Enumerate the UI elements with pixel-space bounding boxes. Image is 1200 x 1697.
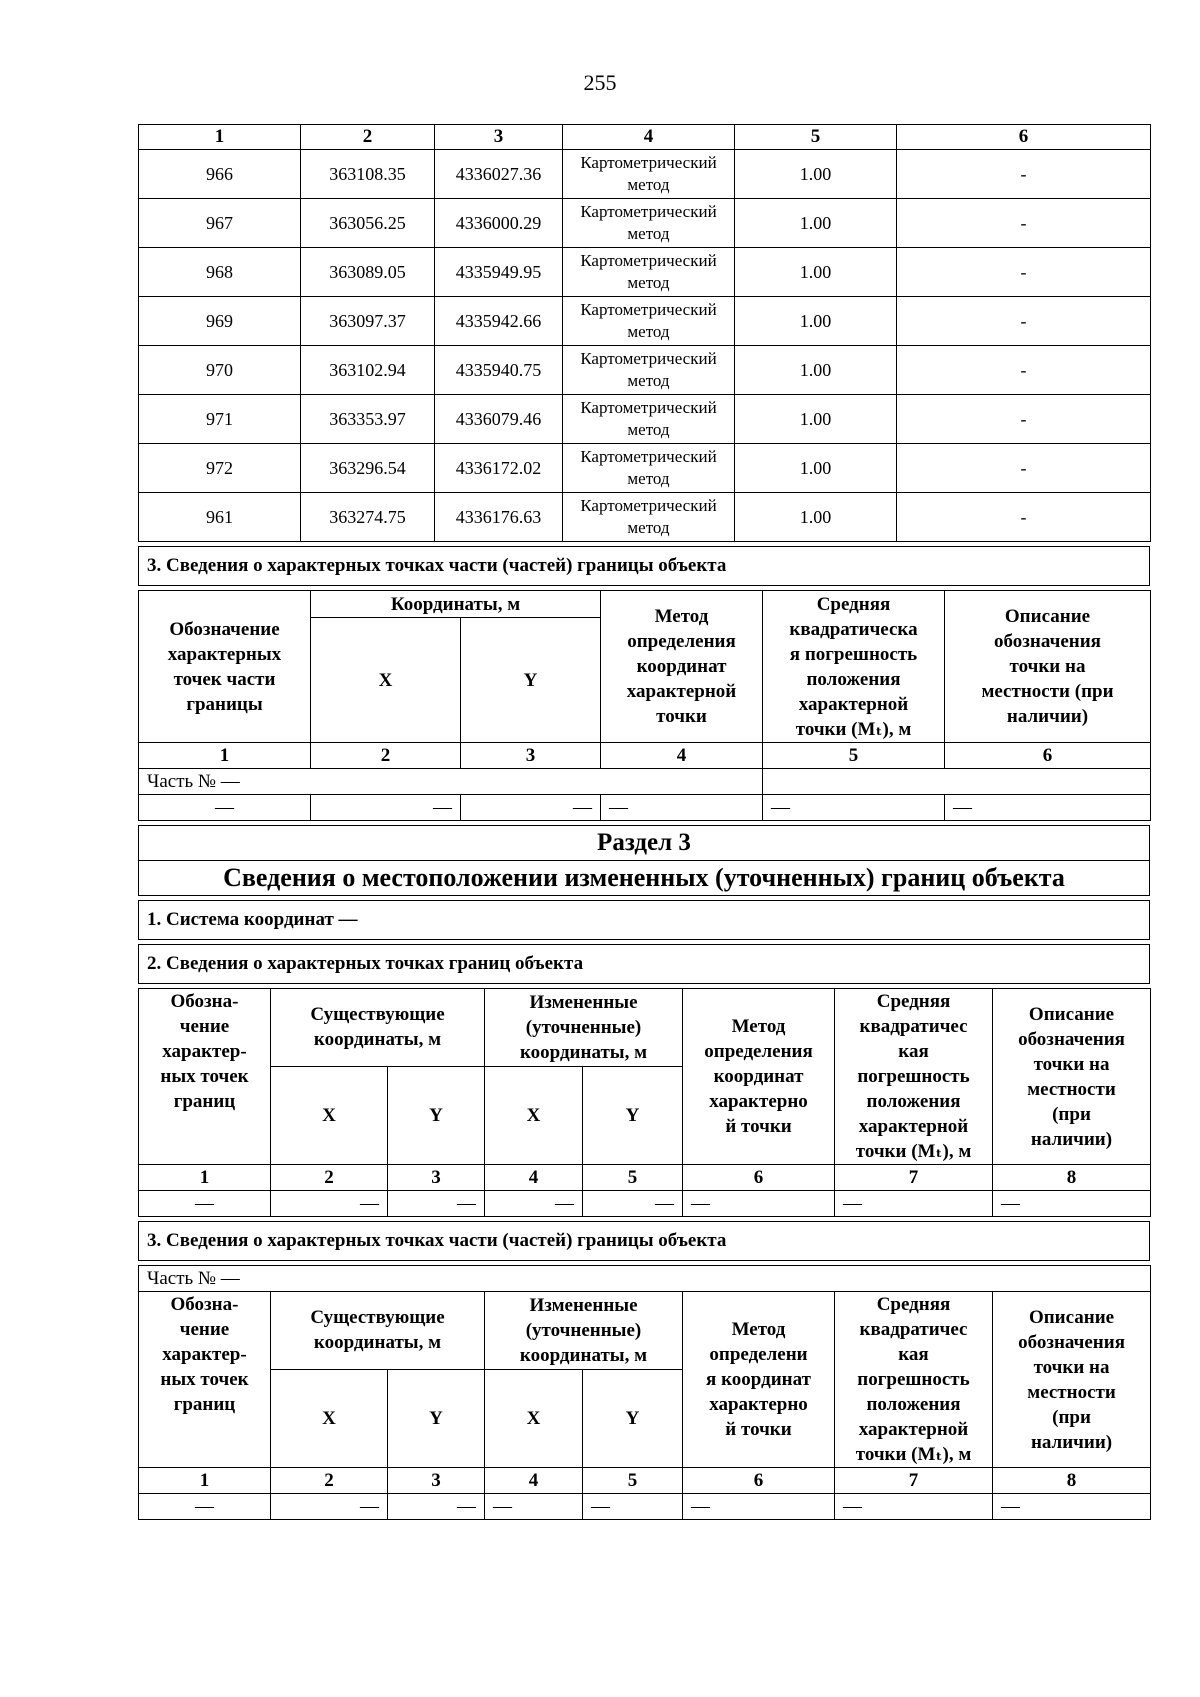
header-line: Измененные (529, 1294, 638, 1316)
header-description (993, 989, 1151, 1165)
header-designation (139, 989, 271, 1165)
dash-cell: — (388, 1494, 485, 1520)
header-line: координаты, м (519, 1344, 648, 1366)
table-row (139, 199, 1151, 248)
header-line: ных точек (160, 1369, 249, 1390)
part-row (139, 1266, 1151, 1292)
header-line: характерно (709, 1394, 808, 1415)
dash-cell: — (485, 1494, 583, 1520)
header-line: характер- (162, 1344, 247, 1365)
dash-cell: — (271, 1494, 388, 1520)
point-id: 971 (139, 395, 301, 444)
error: 1.00 (735, 493, 897, 542)
header-line: Метод (731, 1319, 786, 1340)
header-x: X (271, 1066, 388, 1164)
section3-heading-table (138, 825, 1150, 896)
header-line: координат (713, 1066, 804, 1087)
header-y: Y (583, 1066, 683, 1164)
header-line: точек части (173, 668, 276, 690)
header-row (139, 1292, 1151, 1370)
part-label: Часть № — (139, 769, 763, 795)
header-line: (при (1052, 1406, 1091, 1428)
coord-y: 4335942.66 (435, 297, 563, 346)
method (563, 346, 735, 395)
point-id: 972 (139, 444, 301, 493)
col-number: 5 (763, 743, 945, 769)
table-row (139, 493, 1151, 542)
header-method (683, 1292, 835, 1468)
point-id: 966 (139, 150, 301, 199)
method-line: Картометрический (580, 300, 717, 319)
description: - (897, 150, 1151, 199)
method-line: Картометрический (580, 251, 717, 270)
header-line: кая (898, 1344, 929, 1365)
col-number: 6 (945, 743, 1151, 769)
table-row (139, 795, 1151, 821)
col-number: 8 (993, 1165, 1151, 1191)
header-line: Существующие (310, 1004, 445, 1026)
method (563, 444, 735, 493)
document-body (138, 124, 1150, 1520)
header-x: X (311, 618, 461, 743)
part-title-table (138, 1221, 1150, 1261)
header-line: точки на (1033, 1053, 1110, 1075)
col-number: 1 (139, 1165, 271, 1191)
header-line: точки (656, 706, 707, 727)
table-row (139, 395, 1151, 444)
dash-cell: — (311, 795, 461, 821)
page-number: 255 (583, 70, 617, 95)
dash-cell: — (763, 795, 945, 821)
header-existing (271, 989, 485, 1067)
header-line: местности (1027, 1078, 1116, 1100)
point-id: 967 (139, 199, 301, 248)
header-line: наличии) (1030, 1431, 1113, 1453)
col-number: 2 (311, 743, 461, 769)
header-line: наличии) (1006, 706, 1089, 727)
dash-cell: — (485, 1191, 583, 1217)
header-line: Описание (1028, 1003, 1115, 1025)
header-line: (при (1052, 1103, 1091, 1125)
coord-x: 363097.37 (301, 297, 435, 346)
col-number: 3 (461, 743, 601, 769)
dash-cell: — (388, 1191, 485, 1217)
col-number: 1 (139, 1468, 271, 1494)
method (563, 395, 735, 444)
header-designation (139, 591, 311, 743)
header-line: характерно (709, 1091, 808, 1112)
method (563, 248, 735, 297)
header-line: положения (866, 1091, 961, 1112)
method-line: Картометрический (580, 496, 717, 515)
dash-cell: — (139, 1191, 271, 1217)
header-line: Метод (731, 1016, 786, 1037)
coord-x: 363089.05 (301, 248, 435, 297)
header-line: определения (704, 1041, 813, 1062)
col-number: 6 (683, 1468, 835, 1494)
coord-y: 4336000.29 (435, 199, 563, 248)
header-line: чение (179, 1319, 230, 1340)
header-line: точки (Mₜ), м (855, 1141, 972, 1162)
header-line: определени (709, 1344, 808, 1365)
header-error (835, 1292, 993, 1468)
error: 1.00 (735, 346, 897, 395)
header-line: границы (186, 693, 263, 715)
header-line: характер- (162, 1041, 247, 1062)
section-title: 2. Сведения о характерных точках границ объекта (139, 945, 1150, 984)
section-subheading: Сведения о местоположении измененных (уточненных) границ объекта (139, 861, 1150, 896)
col-number: 2 (301, 125, 435, 150)
header-y: Y (388, 1066, 485, 1164)
dash-cell: — (683, 1191, 835, 1217)
header-line: местности (при (981, 681, 1114, 702)
dash-cell: — (601, 795, 763, 821)
table-row (139, 1191, 1151, 1217)
header-line: чение (179, 1016, 230, 1037)
header-line: Средняя (876, 991, 951, 1012)
header-line: квадратичес (859, 1319, 968, 1340)
header-y: Y (461, 618, 601, 743)
header-line: погрешность (857, 1066, 970, 1087)
header-line: обозначения (994, 631, 1101, 652)
coord-y: 4336027.36 (435, 150, 563, 199)
method-line: Картометрический (580, 153, 717, 172)
method-line: Картометрический (580, 398, 717, 417)
header-line: Обозна- (170, 1294, 239, 1315)
header-changed (485, 989, 683, 1067)
part-points-table (138, 590, 1151, 821)
col-number: 3 (388, 1468, 485, 1494)
header-line: координат (636, 656, 727, 677)
coord-y: 4335949.95 (435, 248, 563, 297)
header-line: характерной (858, 1419, 969, 1440)
error: 1.00 (735, 150, 897, 199)
header-x: X (271, 1369, 388, 1467)
coord-y: 4336079.46 (435, 395, 563, 444)
section-title: 3. Сведения о характерных точках части (частей) границы объекта (139, 547, 1150, 586)
coord-system-table (138, 900, 1150, 940)
empty-cell (763, 769, 1151, 795)
header-line: координаты, м (519, 1041, 648, 1063)
col-number: 5 (583, 1468, 683, 1494)
header-line: границ (173, 1091, 236, 1112)
header-error (835, 989, 993, 1165)
col-number: 4 (485, 1165, 583, 1191)
header-line: я погрешность (789, 643, 918, 665)
col-number: 6 (683, 1165, 835, 1191)
description: - (897, 395, 1151, 444)
point-id: 969 (139, 297, 301, 346)
header-description (993, 1292, 1151, 1468)
header-line: характерной (798, 693, 909, 715)
column-number-row (139, 743, 1151, 769)
header-line: я координат (706, 1369, 811, 1390)
method-line: метод (627, 371, 670, 390)
description: - (897, 444, 1151, 493)
part-row (139, 769, 1151, 795)
header-row (139, 591, 1151, 618)
header-line: квадратичес (859, 1016, 968, 1037)
coord-x: 363056.25 (301, 199, 435, 248)
header-line: Описание (1028, 1306, 1115, 1328)
dash-cell: — (993, 1494, 1151, 1520)
header-description (945, 591, 1151, 743)
error: 1.00 (735, 248, 897, 297)
dash-cell: — (583, 1191, 683, 1217)
coord-x: 363102.94 (301, 346, 435, 395)
method-line: метод (627, 224, 670, 243)
header-line: характерной (626, 681, 737, 702)
header-existing (271, 1292, 485, 1370)
point-id: 961 (139, 493, 301, 542)
dash-cell: — (835, 1494, 993, 1520)
header-line: координаты, м (313, 1029, 442, 1051)
header-line: Описание (1004, 606, 1091, 627)
header-line: Средняя (816, 593, 891, 615)
col-number: 8 (993, 1468, 1151, 1494)
table-row (139, 297, 1151, 346)
header-line: Средняя (876, 1294, 951, 1315)
description: - (897, 346, 1151, 395)
points-table (138, 124, 1151, 542)
header-line: й точки (725, 1116, 792, 1137)
method-line: метод (627, 322, 670, 341)
error: 1.00 (735, 297, 897, 346)
header-y: Y (583, 1369, 683, 1467)
table-row (139, 248, 1151, 297)
coord-x: 363296.54 (301, 444, 435, 493)
description: - (897, 297, 1151, 346)
changed-part-points-table (138, 1265, 1151, 1520)
coord-y: 4336172.02 (435, 444, 563, 493)
section-title: 3. Сведения о характерных точках части (частей) границы объекта (139, 1222, 1150, 1261)
method-line: Картометрический (580, 202, 717, 221)
header-x: X (485, 1369, 583, 1467)
method (563, 150, 735, 199)
header-line: Существующие (310, 1307, 445, 1329)
description: - (897, 248, 1151, 297)
point-id: 968 (139, 248, 301, 297)
section-heading: Раздел 3 (139, 826, 1150, 861)
section2-part-title-table (138, 546, 1150, 586)
column-number-row (139, 1165, 1151, 1191)
header-line: (уточненные) (525, 1016, 642, 1038)
header-line: Обозначение (169, 618, 280, 640)
coord-x: 363353.97 (301, 395, 435, 444)
error: 1.00 (735, 444, 897, 493)
header-changed (485, 1292, 683, 1370)
header-line: квадратическа (789, 618, 918, 640)
header-line: положения (806, 668, 901, 690)
col-number: 5 (583, 1165, 683, 1191)
header-line: положения (866, 1394, 961, 1415)
dash-cell: — (583, 1494, 683, 1520)
header-line: наличии) (1030, 1128, 1113, 1150)
method-line: Картометрический (580, 349, 717, 368)
error: 1.00 (735, 395, 897, 444)
error: 1.00 (735, 199, 897, 248)
col-number: 3 (388, 1165, 485, 1191)
table-row (139, 346, 1151, 395)
table-row (139, 444, 1151, 493)
column-number-row (139, 125, 1151, 150)
header-line: (уточненные) (525, 1319, 642, 1341)
description: - (897, 199, 1151, 248)
method (563, 297, 735, 346)
header-line: Обозна- (170, 991, 239, 1012)
dash-cell: — (945, 795, 1151, 821)
method-line: метод (627, 469, 670, 488)
header-coords: Координаты, м (311, 591, 601, 618)
col-number: 4 (563, 125, 735, 150)
header-line: Измененные (529, 991, 638, 1013)
col-number: 3 (435, 125, 563, 150)
col-number: 4 (485, 1468, 583, 1494)
header-designation (139, 1292, 271, 1468)
header-line: местности (1027, 1381, 1116, 1403)
dash-cell: — (835, 1191, 993, 1217)
header-line: границ (173, 1394, 236, 1415)
dash-cell: — (271, 1191, 388, 1217)
dash-cell: — (683, 1494, 835, 1520)
col-number: 1 (139, 743, 311, 769)
description: - (897, 493, 1151, 542)
coord-y: 4335940.75 (435, 346, 563, 395)
table-row (139, 1494, 1151, 1520)
col-number: 7 (835, 1468, 993, 1494)
header-line: обозначения (1018, 1028, 1125, 1050)
method-line: Картометрический (580, 447, 717, 466)
header-line: характерной (858, 1116, 969, 1137)
col-number: 1 (139, 125, 301, 150)
header-x: X (485, 1066, 583, 1164)
col-number: 7 (835, 1165, 993, 1191)
header-line: й точки (725, 1419, 792, 1440)
header-method (683, 989, 835, 1165)
dash-cell: — (139, 1494, 271, 1520)
method (563, 493, 735, 542)
header-y: Y (388, 1369, 485, 1467)
changed-points-table (138, 988, 1151, 1217)
part-label: Часть № — (139, 1266, 1151, 1292)
coord-x: 363108.35 (301, 150, 435, 199)
col-number: 6 (897, 125, 1151, 150)
header-line: кая (898, 1041, 929, 1062)
col-number: 2 (271, 1165, 388, 1191)
coord-x: 363274.75 (301, 493, 435, 542)
dash-cell: — (139, 795, 311, 821)
points-title-table (138, 944, 1150, 984)
header-line: характерных (167, 643, 282, 665)
header-method (601, 591, 763, 743)
header-line: Метод (654, 606, 709, 627)
coord-system: 1. Система координат — (139, 901, 1150, 940)
header-line: ных точек (160, 1066, 249, 1087)
table-row (139, 150, 1151, 199)
header-line: координаты, м (313, 1332, 442, 1354)
header-line: погрешность (857, 1369, 970, 1390)
method-line: метод (627, 420, 670, 439)
method (563, 199, 735, 248)
col-number: 2 (271, 1468, 388, 1494)
coord-y: 4336176.63 (435, 493, 563, 542)
header-line: обозначения (1018, 1331, 1125, 1353)
header-line: точки на (1033, 1356, 1110, 1378)
dash-cell: — (461, 795, 601, 821)
method-line: метод (627, 175, 670, 194)
column-number-row (139, 1468, 1151, 1494)
point-id: 970 (139, 346, 301, 395)
header-line: определения (627, 631, 736, 652)
header-line: точки на (1009, 656, 1086, 677)
header-row (139, 989, 1151, 1067)
method-line: метод (627, 518, 670, 537)
col-number: 5 (735, 125, 897, 150)
header-error (763, 591, 945, 743)
dash-cell: — (993, 1191, 1151, 1217)
col-number: 4 (601, 743, 763, 769)
header-line: точки (Mₜ), м (855, 1444, 972, 1465)
header-line: точки (Mₜ), м (795, 718, 912, 740)
method-line: метод (627, 273, 670, 292)
